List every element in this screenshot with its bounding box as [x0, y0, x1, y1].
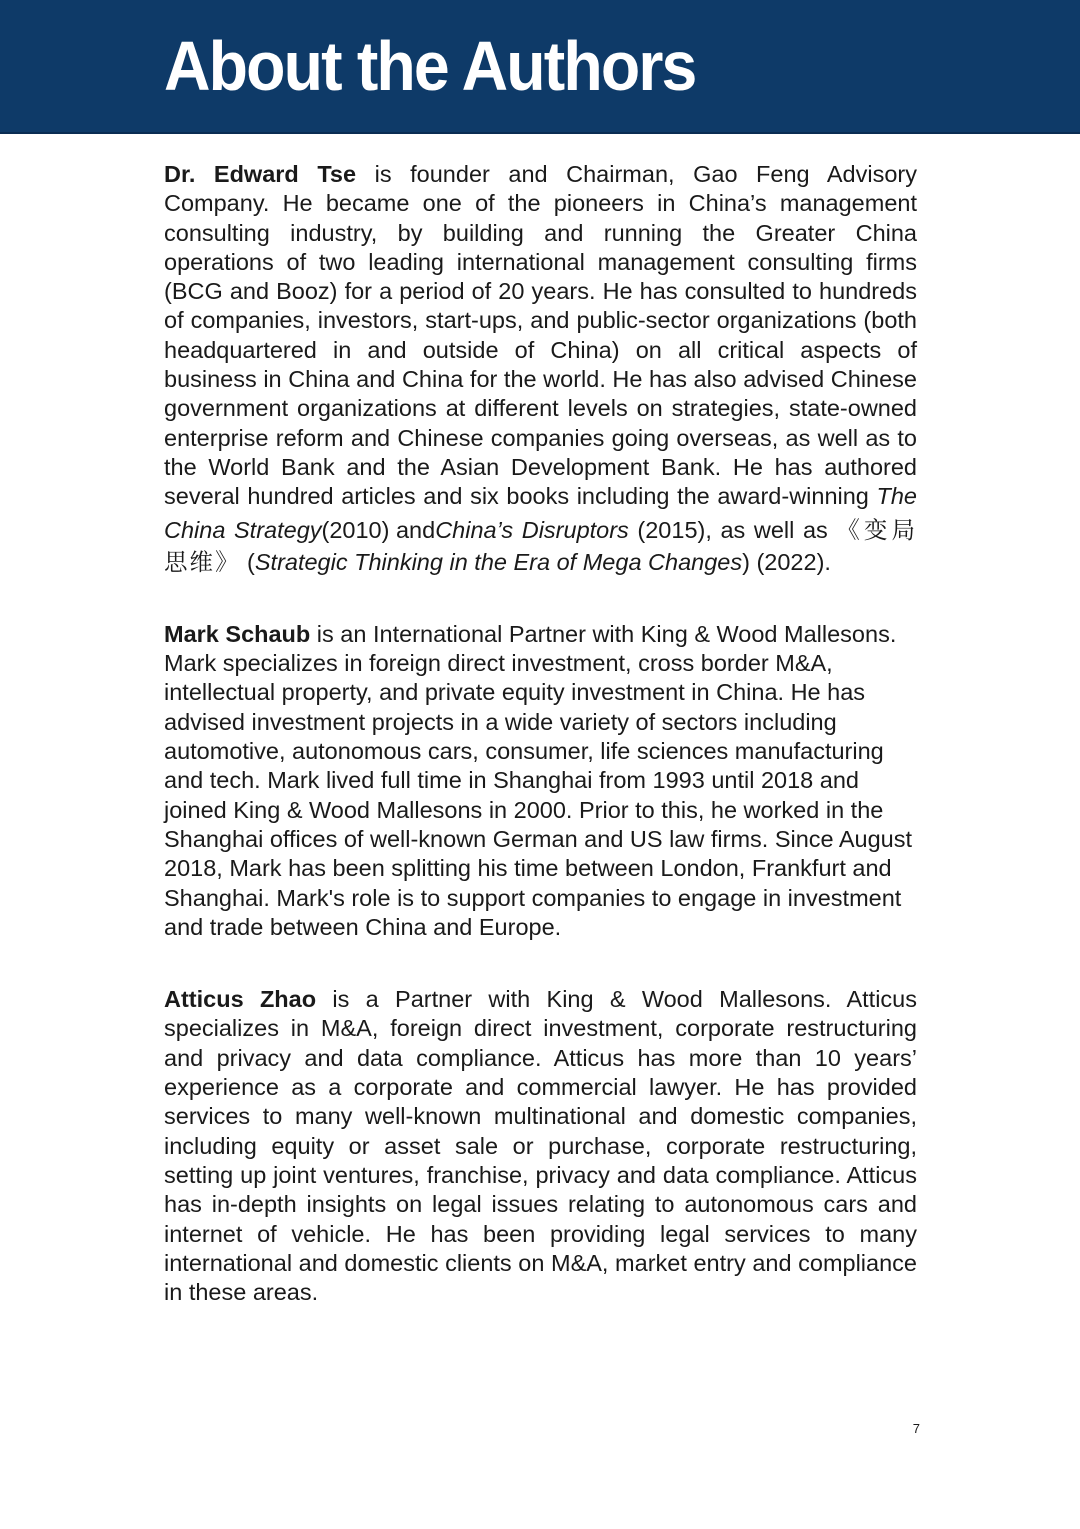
- book-title: The China Strategy: [164, 483, 917, 543]
- document-body: [164, 160, 917, 1307]
- author-name: Atticus Zhao: [164, 986, 317, 1013]
- author-bio-text: (2010) and: [321, 516, 436, 543]
- author-name: Mark Schaub: [164, 620, 311, 647]
- author-bio-atticus-zhao: [164, 985, 917, 1307]
- book-title: China’s Disruptors: [435, 516, 629, 543]
- author-name: Dr. Edward Tse: [164, 161, 357, 187]
- author-bio-text: (: [240, 548, 255, 575]
- author-bio-edward-tse: [164, 160, 917, 577]
- page-number: 7: [912, 1421, 920, 1436]
- author-bio-text: ) (2022).: [742, 548, 831, 575]
- author-bio-mark-schaub: [164, 620, 917, 942]
- author-bio-text: is founder and Chairman, Gao Feng Advisory Company. He became one of the pioneers in China’s management consulting industry, by building and running the Greater China operations of two leading international management consulting firms (BCG and Booz) for a period of 20 years. He has consulted to hundreds of companies, investors, start-ups, and public-sector organizations (both headquartered in and outside of China) on all critical aspects of business in China and China for the world. He has also advised Chinese government organizations at different levels on strategies, state-owned enterprise reform and Chinese companies going overseas, as well as to the World Bank and the Asian Development Bank. He has authored several hundred articles and six books including the award-winning: [164, 161, 917, 510]
- author-bio-text: is a Partner with King & Wood Mallesons. Atticus specializes in M&A, foreign direct investment, corporate restructuring and privacy and data compliance. Atticus has more than 10 years’ experience as a corporate and commercial lawyer. He has provided services to many well-known multinational and domestic companies, including equity or asset sale or purchase, corporate restructuring, setting up joint ventures, franchise, privacy and data compliance. Atticus has in-depth insights on legal issues relating to autonomous cars and internet of vehicle. He has been providing legal services to many international and domestic clients on M&A, market entry and compliance in these areas.: [164, 986, 917, 1306]
- author-bio-text: (2015), as well as: [628, 516, 837, 543]
- book-title: Strategic Thinking in the Era of Mega Changes: [254, 548, 743, 575]
- header-band: [0, 0, 1080, 134]
- book-title-chinese: 《变局思维》: [164, 515, 917, 576]
- page-title: About the Authors: [164, 27, 696, 105]
- author-bio-text: is an International Partner with King & Wood Mallesons. Mark specializes in foreign direct investment, cross border M&A, intellectual property, and private equity investment in China. He has advised investment projects in a wide variety of sectors including automotive, autonomous cars, consumer, life sciences manufacturing and tech. Mark lived full time in Shanghai from 1993 until 2018 and joined King & Wood Mallesons in 2000. Prior to this, he worked in the Shanghai offices of well-known German and US law firms. Since August 2018, Mark has been splitting his time between London, Frankfurt and Shanghai. Mark's role is to support companies to engage in investment and trade between China and Europe.: [164, 620, 913, 940]
